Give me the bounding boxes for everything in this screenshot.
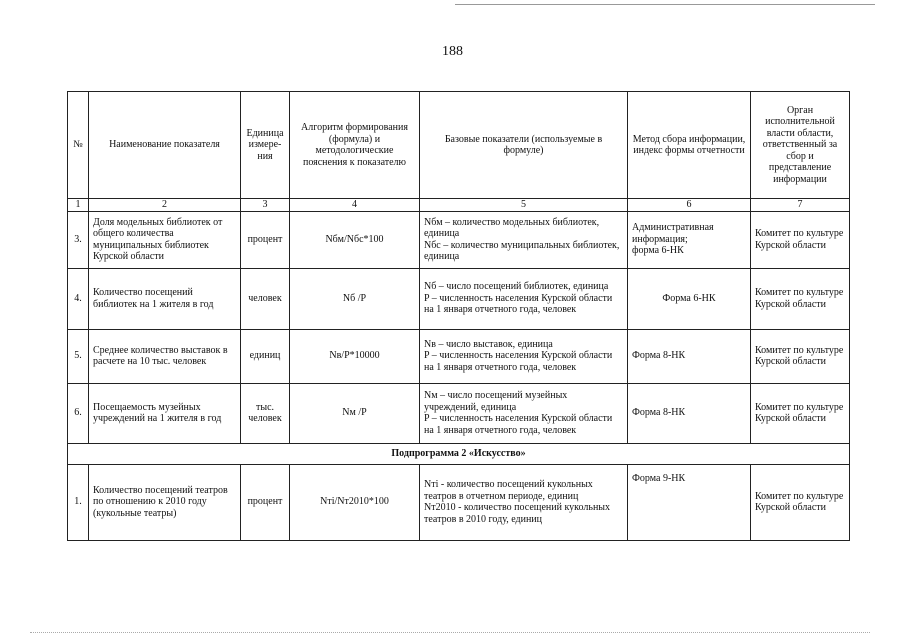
- indicator-formula: Nтi/Nт2010*100: [290, 464, 420, 540]
- base-indicators: Nтi - количество посещений кукольных театров в отчетном периоде, единиц Nт2010 - количество посещений кукольных театров в 2010 году, единиц: [420, 464, 628, 540]
- table-row: [68, 464, 850, 540]
- column-index: 6: [628, 199, 751, 212]
- collection-method: Административная информация; форма 6-НК: [628, 211, 751, 268]
- page-number: 188: [442, 44, 463, 59]
- base-indicators: Nв – число выставок, единица P – численность населения Курской области на 1 января отчетного года, человек: [420, 329, 628, 383]
- row-number: 6.: [68, 383, 89, 443]
- header-unit: Единица измере-ния: [241, 92, 290, 199]
- header-method: Метод сбора информации, индекс формы отчетности: [628, 92, 751, 199]
- bottom-scan-rule: [30, 632, 870, 633]
- indicator-formula: Nм /P: [290, 383, 420, 443]
- indicators-table: [67, 91, 850, 541]
- column-index: 4: [290, 199, 420, 212]
- column-index-row: [68, 199, 850, 212]
- column-index: 2: [89, 199, 241, 212]
- row-number: 4.: [68, 268, 89, 329]
- indicator-unit: процент: [241, 464, 290, 540]
- header-name: Наименование показателя: [89, 92, 241, 199]
- column-index: 1: [68, 199, 89, 212]
- responsible-organ: Комитет по культуре Курской области: [751, 211, 850, 268]
- header-row: [68, 92, 850, 199]
- indicator-name: Среднее количество выставок в расчете на 10 тыс. человек: [89, 329, 241, 383]
- subprogram-row: [68, 443, 850, 464]
- header-algorithm: Алгоритм формирования (формула) и методологические пояснения к показателю: [290, 92, 420, 199]
- indicator-unit: единиц: [241, 329, 290, 383]
- base-indicators: Nбм – количество модельных библиотек, единица Nбс – количество муниципальных библиотек, единица: [420, 211, 628, 268]
- row-number: 3.: [68, 211, 89, 268]
- header-organ: Орган исполнительной власти области, ответственный за сбор и представление информации: [751, 92, 850, 199]
- column-index: 7: [751, 199, 850, 212]
- responsible-organ: Комитет по культуре Курской области: [751, 464, 850, 540]
- indicator-name: Доля модельных библиотек от общего количества муниципальных библиотек Курской области: [89, 211, 241, 268]
- top-rule: [455, 4, 875, 5]
- indicator-name: Количество посещений библиотек на 1 жителя в год: [89, 268, 241, 329]
- column-index: 5: [420, 199, 628, 212]
- table-row: [68, 329, 850, 383]
- collection-method: Форма 8-НК: [628, 329, 751, 383]
- row-number: 5.: [68, 329, 89, 383]
- indicator-unit: человек: [241, 268, 290, 329]
- indicator-formula: Nбм/Nбс*100: [290, 211, 420, 268]
- indicator-formula: Nб /P: [290, 268, 420, 329]
- subprogram-title: Подпрограмма 2 «Искусство»: [68, 443, 850, 464]
- collection-method: Форма 6-НК: [628, 268, 751, 329]
- table-row: [68, 211, 850, 268]
- indicator-name: Посещаемость музейных учреждений на 1 жителя в год: [89, 383, 241, 443]
- base-indicators: Nб – число посещений библиотек, единица P – численность населения Курской области на 1 января отчетного года, человек: [420, 268, 628, 329]
- responsible-organ: Комитет по культуре Курской области: [751, 383, 850, 443]
- base-indicators: Nм – число посещений музейных учреждений, единица P – численность населения Курской области на 1 января отчетного года, человек: [420, 383, 628, 443]
- indicator-unit: тыс. человек: [241, 383, 290, 443]
- indicator-unit: процент: [241, 211, 290, 268]
- row-number: 1.: [68, 464, 89, 540]
- header-num: №: [68, 92, 89, 199]
- collection-method: Форма 8-НК: [628, 383, 751, 443]
- indicator-formula: Nв/P*10000: [290, 329, 420, 383]
- column-index: 3: [241, 199, 290, 212]
- responsible-organ: Комитет по культуре Курской области: [751, 268, 850, 329]
- collection-method: Форма 9-НК: [628, 464, 751, 540]
- header-base: Базовые показатели (используемые в формуле): [420, 92, 628, 199]
- table-row: [68, 383, 850, 443]
- indicator-name: Количество посещений театров по отношению к 2010 году (кукольные театры): [89, 464, 241, 540]
- table-row: [68, 268, 850, 329]
- responsible-organ: Комитет по культуре Курской области: [751, 329, 850, 383]
